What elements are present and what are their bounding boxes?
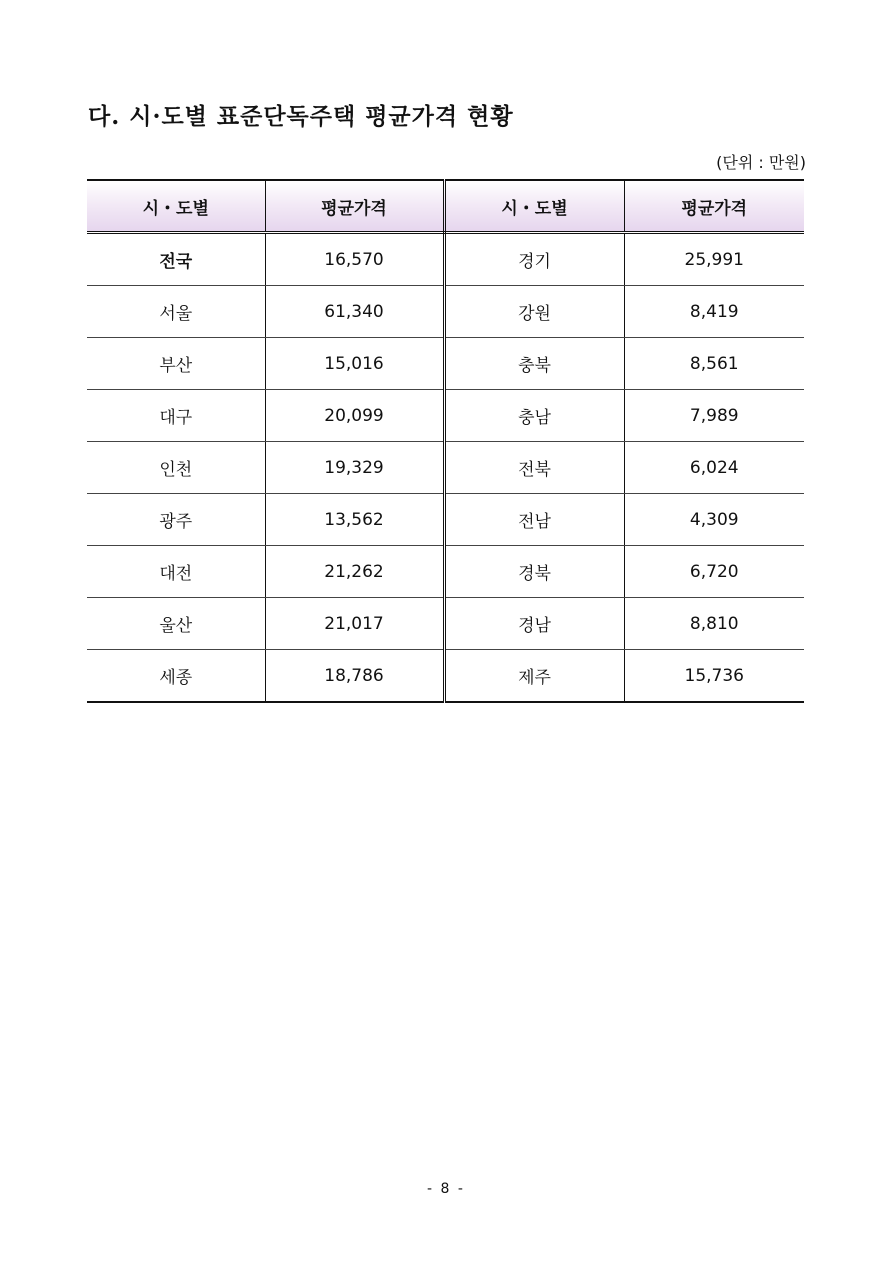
region-right-cell: 제주 (444, 650, 624, 703)
price-left-cell: 19,329 (265, 442, 444, 494)
region-right-cell: 강원 (444, 286, 624, 338)
section-title: 다. 시·도별 표준단독주택 평균가격 현황 (88, 103, 514, 130)
region-left-cell: 부산 (87, 338, 265, 390)
region-right-cell: 경남 (444, 598, 624, 650)
table-row (87, 546, 804, 598)
price-left-cell: 16,570 (265, 233, 444, 286)
price-right-cell: 6,024 (624, 442, 804, 494)
price-right-cell: 15,736 (624, 650, 804, 703)
price-right-cell: 8,810 (624, 598, 804, 650)
price-left-cell: 15,016 (265, 338, 444, 390)
header-region-left: 시・도별 (87, 180, 265, 233)
table-row (87, 598, 804, 650)
region-left-cell: 울산 (87, 598, 265, 650)
region-left-cell: 전국 (87, 233, 265, 286)
table-row (87, 338, 804, 390)
region-left-cell: 인천 (87, 442, 265, 494)
table-row (87, 390, 804, 442)
price-table-container (87, 179, 804, 703)
price-right-cell: 4,309 (624, 494, 804, 546)
price-left-cell: 21,017 (265, 598, 444, 650)
header-region-right: 시・도별 (444, 180, 624, 233)
table-body (87, 233, 804, 703)
table-row (87, 650, 804, 703)
table-row (87, 286, 804, 338)
header-price-left: 평균가격 (265, 180, 444, 233)
table-header-row (87, 180, 804, 233)
price-left-cell: 18,786 (265, 650, 444, 703)
header-price-right: 평균가격 (624, 180, 804, 233)
region-right-cell: 경기 (444, 233, 624, 286)
region-right-cell: 경북 (444, 546, 624, 598)
price-right-cell: 25,991 (624, 233, 804, 286)
unit-note: (단위 : 만원) (716, 153, 806, 172)
price-left-cell: 61,340 (265, 286, 444, 338)
region-right-cell: 전북 (444, 442, 624, 494)
region-left-cell: 세종 (87, 650, 265, 703)
region-left-cell: 광주 (87, 494, 265, 546)
region-left-cell: 대전 (87, 546, 265, 598)
table-row (87, 494, 804, 546)
price-left-cell: 20,099 (265, 390, 444, 442)
price-right-cell: 6,720 (624, 546, 804, 598)
page-number: - 8 - (427, 1181, 465, 1197)
price-right-cell: 8,419 (624, 286, 804, 338)
region-right-cell: 충북 (444, 338, 624, 390)
price-left-cell: 21,262 (265, 546, 444, 598)
table-row (87, 233, 804, 286)
price-right-cell: 8,561 (624, 338, 804, 390)
region-right-cell: 충남 (444, 390, 624, 442)
price-left-cell: 13,562 (265, 494, 444, 546)
region-left-cell: 서울 (87, 286, 265, 338)
price-table (87, 179, 804, 703)
region-right-cell: 전남 (444, 494, 624, 546)
table-row (87, 442, 804, 494)
region-left-cell: 대구 (87, 390, 265, 442)
price-right-cell: 7,989 (624, 390, 804, 442)
